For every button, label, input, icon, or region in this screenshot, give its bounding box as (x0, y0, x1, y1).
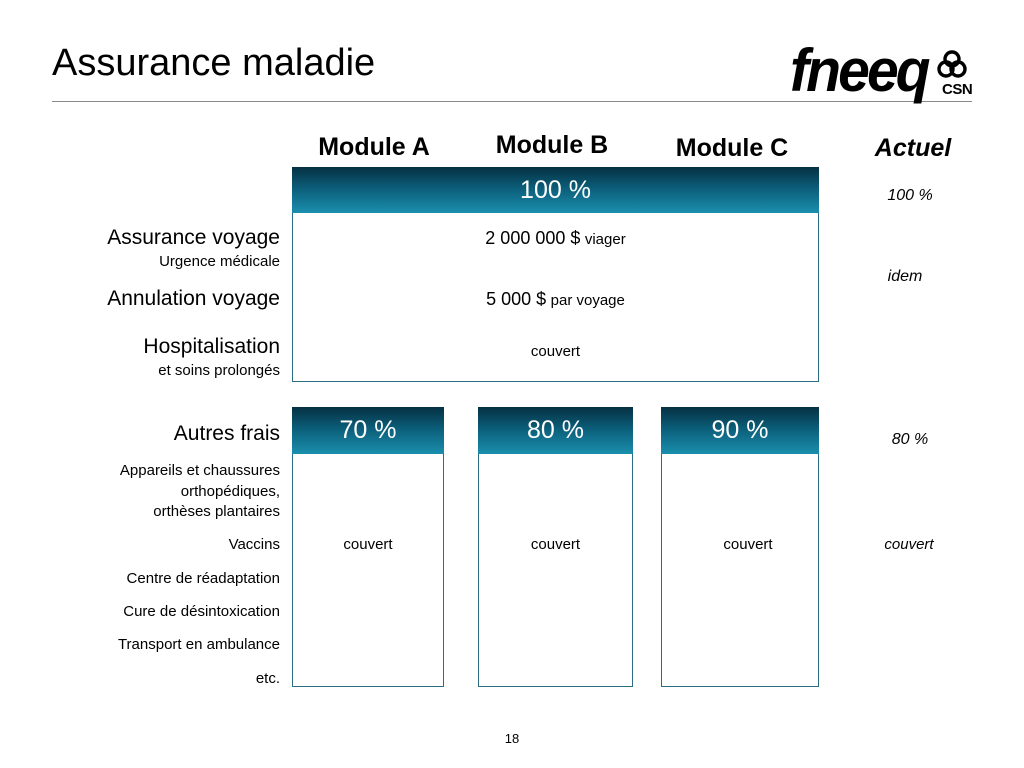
item-vaccins: Vaccins (228, 536, 280, 553)
row-sublabel-soins-prolonges: et soins prolongés (158, 362, 280, 379)
item-appareils-line-2: orthopédiques, (180, 483, 280, 500)
trefoil-knot-icon (936, 48, 968, 82)
item-transport-ambulance: Transport en ambulance (117, 636, 280, 653)
item-centre-readaptation: Centre de réadaptation (126, 570, 280, 587)
logo-brand-text: fneeq (790, 37, 928, 104)
item-appareils-line-1: Appareils et chaussures (119, 462, 280, 479)
row-sublabel-urgence: Urgence médicale (159, 253, 280, 270)
value-amount: 2 000 000 $ (485, 228, 581, 248)
item-cure-desintoxication: Cure de désintoxication (123, 603, 280, 620)
actuel-autres-frais-rate: 80 % (891, 431, 929, 448)
logo-sub-text: CSN (942, 81, 973, 98)
column-header-module-c: Module C (675, 134, 789, 162)
row-label-hospitalisation: Hospitalisation (143, 335, 280, 358)
value-unit: par voyage (550, 292, 625, 309)
column-header-module-b: Module B (495, 131, 609, 159)
column-header-actuel: Actuel (874, 134, 952, 162)
top-rate-band: 100 % (292, 167, 819, 213)
actuel-top-rate: 100 % (887, 187, 933, 204)
row-label-autres-frais: Autres frais (173, 422, 280, 445)
value-amount: 5 000 $ (486, 289, 547, 309)
value-hospitalisation: couvert (530, 343, 581, 360)
column-header-module-a: Module A (318, 133, 430, 161)
value-unit: viager (584, 231, 626, 248)
module-c-rate-band: 90 % (661, 407, 819, 454)
item-appareils-line-3: orthèses plantaires (153, 503, 280, 520)
value-assurance-voyage (292, 228, 819, 249)
value-actuel-couvert: couvert (884, 536, 934, 553)
item-etc: etc. (255, 670, 280, 687)
row-label-assurance-voyage: Assurance voyage (107, 226, 280, 249)
value-module-c-couvert: couvert (723, 536, 773, 553)
page-title: Assurance maladie (52, 42, 376, 84)
value-module-b-couvert: couvert (530, 536, 581, 553)
module-b-rate-band: 80 % (478, 407, 633, 454)
actuel-idem: idem (887, 268, 923, 285)
value-annulation-voyage (292, 289, 819, 310)
page-number: 18 (504, 731, 520, 746)
row-label-annulation-voyage: Annulation voyage (107, 287, 280, 310)
fneeq-logo (790, 38, 980, 104)
value-module-a-couvert: couvert (343, 536, 393, 553)
module-a-rate-band: 70 % (292, 407, 444, 454)
